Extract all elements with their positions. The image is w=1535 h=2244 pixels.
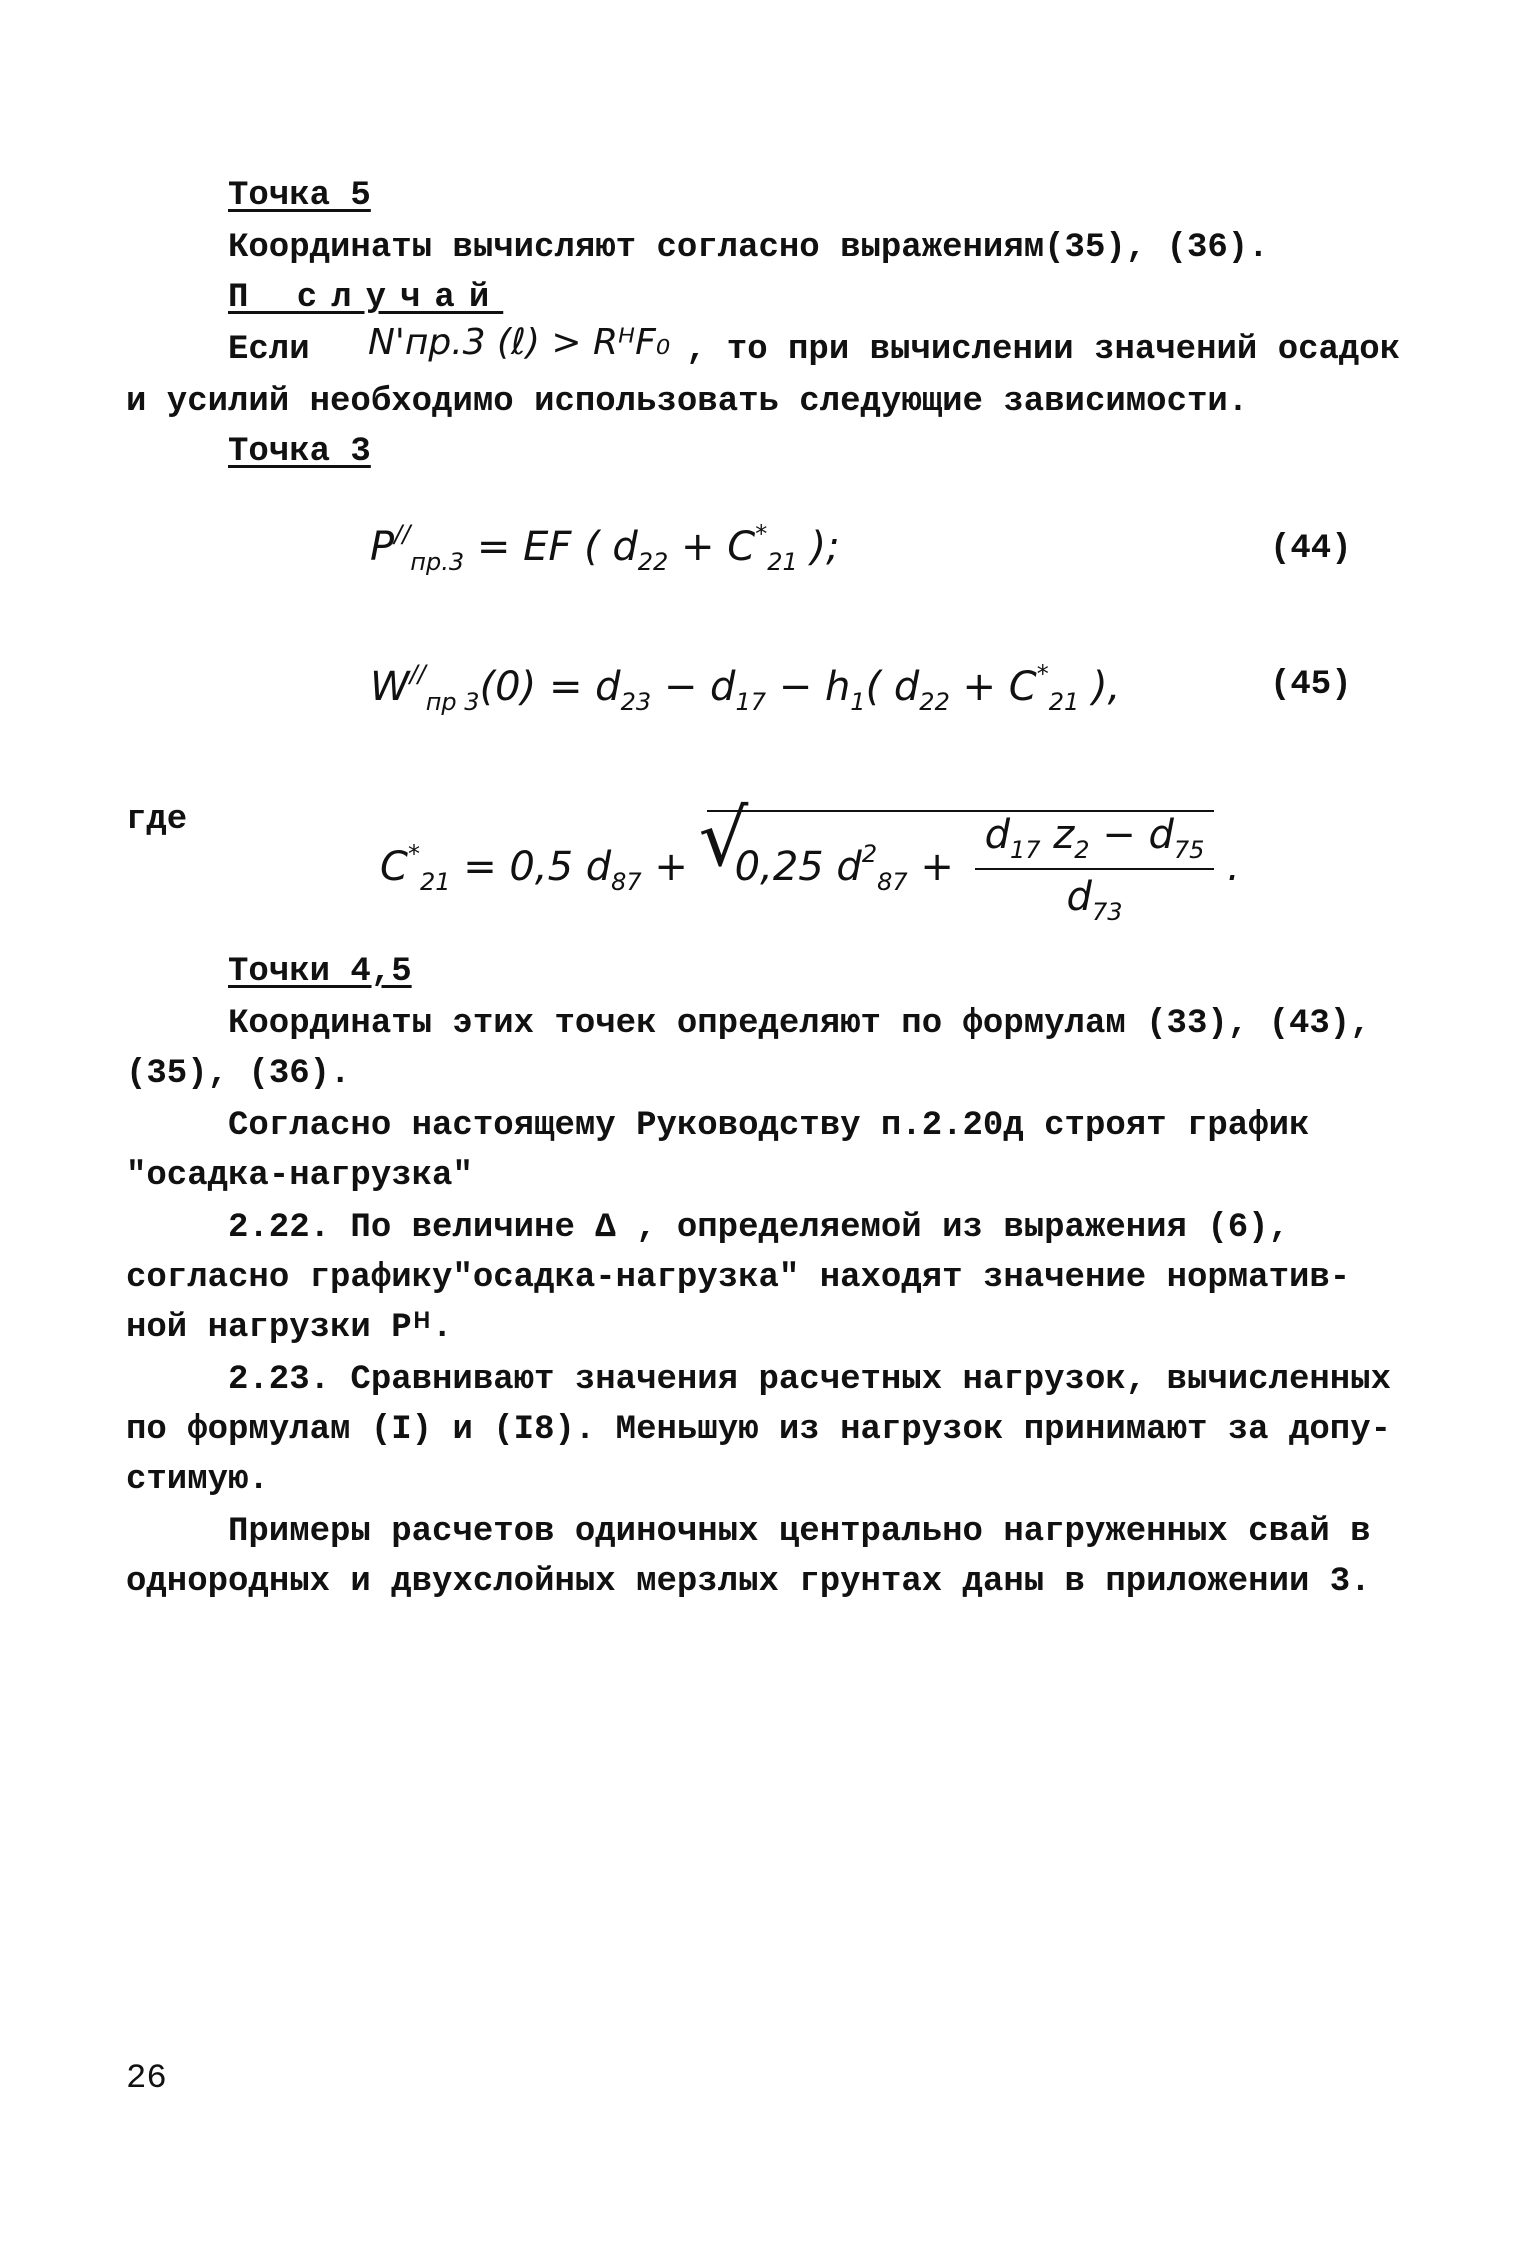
- case-continuation: и усилий необходимо использовать следующие зависимости.: [126, 383, 1249, 421]
- paragraph-2-22-line-2: согласно графику"осадка-нагрузка" находят значение норматив-: [126, 1259, 1351, 1297]
- paragraph-2-22-line-3: ной нагрузки Pᴴ.: [126, 1309, 453, 1347]
- examples-line-2: однородных и двухслойных мерзлых грунтах даны в приложении 3.: [126, 1563, 1371, 1601]
- point-5-text: Координаты вычисляют согласно выражениям(35), (36).: [228, 229, 1269, 267]
- square-root: √ 0,25 $d^2_{87}$ + $\frac{d_{17} z_2 - d_{75}}{d_{73}}$: [707, 810, 1215, 926]
- guide-text-line-1: Согласно настоящему Руководству п.2.20д строят график: [228, 1107, 1310, 1145]
- fraction: $\frac{d_{17} z_2 - d_{75}}{d_{73}}$: [975, 812, 1215, 926]
- examples-line-1: Примеры расчетов одиночных центрально нагруженных свай в: [228, 1513, 1371, 1551]
- paragraph-2-23-line-3: стимую.: [126, 1461, 269, 1499]
- where-label: где: [126, 801, 188, 839]
- equation-44: $P^{//}_{пр.3}$ = EF ( $d_{22} + C^*_{21}$ );: [370, 520, 840, 576]
- equation-45-number: (45): [1270, 666, 1352, 704]
- page-number: 26: [126, 2060, 167, 2098]
- case-then-text: , то при вычислении значений осадок: [686, 331, 1401, 369]
- heading-point-3: Точка 3: [228, 433, 371, 471]
- equation-45: $W^{//}_{пр 3}(0) = d_{23} - d_{17} - h_1$( $d_{22} + C^*_{21}$ ),: [370, 660, 1121, 716]
- case-if-label: Если: [228, 331, 310, 369]
- points-4-5-text-line-1: Координаты этих точек определяют по формулам (33), (43),: [228, 1005, 1371, 1043]
- paragraph-2-23-line-1: 2.23. Сравнивают значения расчетных нагрузок, вычисленных: [228, 1361, 1391, 1399]
- guide-text-line-2: "осадка-нагрузка": [126, 1157, 473, 1195]
- equation-44-number: (44): [1270, 530, 1352, 568]
- paragraph-2-22-line-1: 2.22. По величине Δ , определяемой из выражения (6),: [228, 1209, 1289, 1247]
- c21-definition-formula: $C^*_{21} = 0,5$ $d_{87}$ + √ 0,25 $d^2_{87}$ + $\frac{d_{17} z_2 - d_{75}}{d_{73}}$ .: [380, 810, 1240, 926]
- case-condition-formula: N'пр.3 (ℓ) > RᴴF₀: [368, 322, 671, 363]
- case-heading: П случай: [228, 279, 504, 317]
- points-4-5-text-line-2: (35), (36).: [126, 1055, 351, 1093]
- heading-points-4-5: Точки 4,5: [228, 953, 412, 991]
- paragraph-2-23-line-2: по формулам (I) и (I8). Меньшую из нагрузок принимают за допу-: [126, 1411, 1392, 1449]
- heading-point-5: Точка 5: [228, 177, 371, 215]
